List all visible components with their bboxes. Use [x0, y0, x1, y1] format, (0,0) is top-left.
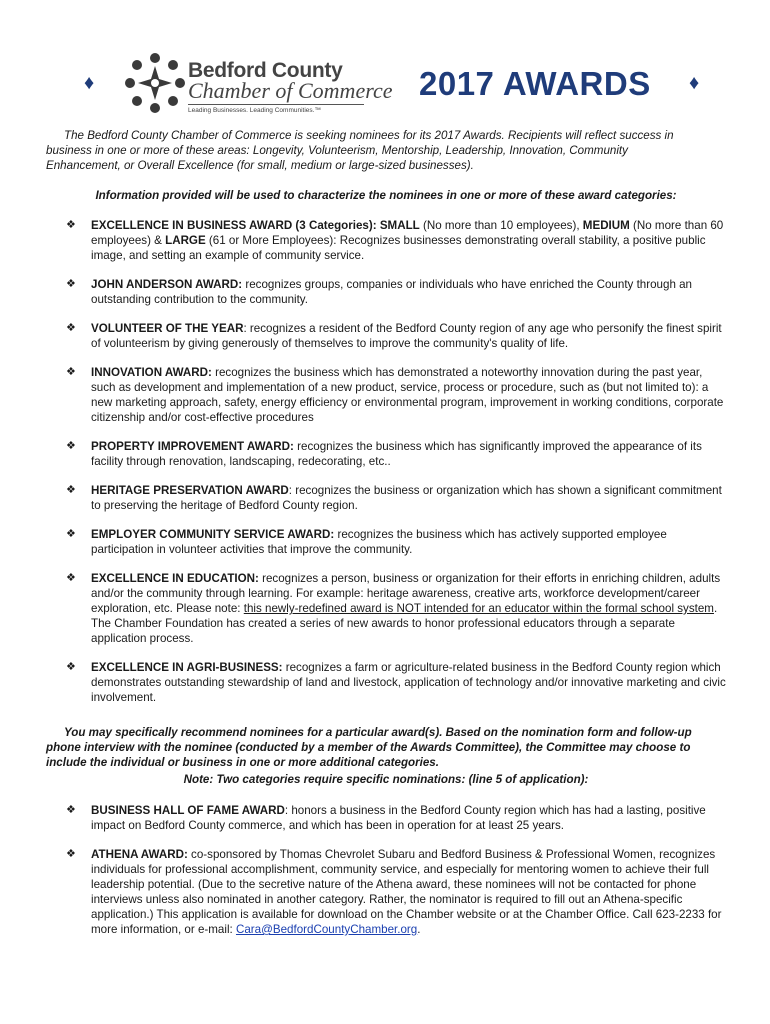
award-excellence-in-education: [66, 571, 726, 646]
award-property-improvement: [66, 439, 726, 469]
award-text: (No more than 60 employees) &: [91, 219, 724, 247]
logo-tagline: Leading Businesses. Leading Communities.™: [188, 107, 321, 114]
right-diamond-icon: ♦: [689, 72, 700, 94]
logo-subtitle: Chamber of Commerce: [188, 78, 393, 103]
award-text: recognizes groups, companies or individuals who have enriched the County through an outstanding contribution to the community.: [91, 278, 693, 306]
award-note-underlined: this newly-redefined award is NOT intended for an educator within the formal school system: [243, 602, 714, 615]
award-name: EXCELLENCE IN AGRI-BUSINESS:: [91, 661, 283, 674]
diamond-bullet-icon: ❖: [66, 440, 76, 452]
recommend-line: You may specifically recommend nominees for a particular award(s). Based on the nomination form and follow-up: [64, 726, 692, 739]
intro-line: Enhancement, or Overall Excellence (for small, medium or large-sized businesses).: [46, 159, 474, 172]
award-innovation: [66, 365, 726, 425]
award-name: JOHN ANDERSON AWARD:: [91, 278, 243, 291]
award-text: : honors a business in the Bedford County region which has had a lasting, positive impact on Bedford County commerce, and which has been in operation for at least 25 years.: [91, 804, 706, 832]
award-text: : recognizes a resident of the Bedford County region of any age who personify the finest spirit of volunteerism by giving generously of themselves to improve the community's quality of life.: [91, 322, 722, 350]
diamond-bullet-icon: ❖: [66, 484, 76, 496]
award-size-large: LARGE: [165, 234, 206, 247]
categories-heading: Information provided will be used to characterize the nominees in one or more of these award categories:: [95, 189, 677, 202]
chamber-logo: [124, 52, 393, 120]
award-name: EXCELLENCE IN EDUCATION:: [91, 572, 259, 585]
award-text: .: [417, 923, 421, 936]
diamond-bullet-icon: ❖: [66, 366, 76, 378]
intro-paragraph: [46, 128, 726, 173]
chamber-emblem-icon: [124, 52, 186, 114]
award-name: INNOVATION AWARD:: [91, 366, 212, 379]
award-size-medium: MEDIUM: [582, 219, 630, 232]
award-name: VOLUNTEER OF THE YEAR: [91, 322, 244, 335]
award-text: : recognizes the business or organization which has shown a significant commitment to preserving the heritage of Bedford County region.: [91, 484, 722, 512]
diamond-bullet-icon: ❖: [66, 528, 76, 540]
award-text: co-sponsored by Thomas Chevrolet Subaru and Bedford Business & Professional Women, recognizes individuals for professional accomplishment, community service, and especially for mentoring women to achieve their full leadership potential. (Due to the secretive nature of the Athena award, these nominees will not be contacted for phone interviews unless also nominated in another category. Rather, the nominator is required to fill out an Athena-specific application.) This application is available for download on the Chamber website or at the Chamber Office. Call 623-2233 for more information, or e-mail:: [91, 848, 722, 936]
award-excellence-in-agri-business: [66, 660, 726, 705]
award-text: recognizes the business which has demonstrated a noteworthy innovation during the past year, such as development and implementation of a new product, service, process or procedure, such as (but not limited to): a new marketing approach, safety, energy efficiency or environmental program, improvement in working conditions, corporate citizenship and/or cost-effective procedures: [91, 366, 724, 424]
left-diamond-icon: ♦: [84, 72, 95, 94]
award-text: (61 or More Employees): Recognizes businesses demonstrating overall stability, a positive public image, and setting an example of community service.: [91, 234, 706, 262]
diamond-bullet-icon: ❖: [66, 322, 76, 334]
award-business-hall-of-fame: [66, 803, 726, 833]
nomination-note: Note: Two categories require specific nominations: (line 5 of application):: [183, 773, 589, 786]
diamond-bullet-icon: ❖: [66, 278, 76, 290]
award-name: EMPLOYER COMMUNITY SERVICE AWARD:: [91, 528, 335, 541]
recommend-line: include the individual or business in one or more additional categories.: [46, 756, 439, 769]
diamond-bullet-icon: ❖: [66, 848, 76, 860]
award-text: recognizes the business which has actively supported employee participation in volunteer activities that improve the community.: [91, 528, 667, 556]
email-link[interactable]: Cara@BedfordCountyChamber.org: [235, 923, 418, 936]
award-text: (No more than 10 employees),: [419, 219, 583, 232]
diamond-bullet-icon: ❖: [66, 219, 76, 231]
special-awards-list: [66, 803, 726, 951]
diamond-bullet-icon: ❖: [66, 572, 76, 584]
award-categories-list: [66, 218, 726, 719]
award-john-anderson: [66, 277, 726, 307]
award-name: ATHENA AWARD:: [91, 848, 188, 861]
award-text: recognizes a farm or agriculture-related business in the Bedford County region which demonstrates outstanding stewardship of land and livestock, application of technology and/or innovative marketing and civic involvement.: [91, 661, 726, 704]
award-name: EXCELLENCE IN BUSINESS AWARD (3 Categories): SMALL: [91, 219, 420, 232]
diamond-bullet-icon: ❖: [66, 661, 76, 673]
intro-line: business in one or more of these areas: Longevity, Volunteerism, Mentorship, Leadership, Innovation, Community: [46, 144, 628, 157]
award-excellence-in-business: [66, 218, 726, 263]
award-name: HERITAGE PRESERVATION AWARD: [91, 484, 289, 497]
award-text: recognizes the business which has significantly improved the appearance of its facility through renovation, landscaping, redecorating, etc..: [91, 440, 702, 468]
recommend-line: phone interview with the nominee (conducted by a member of the Awards Committee), the Committee may choose to: [46, 741, 691, 754]
header: [0, 48, 770, 124]
intro-line: The Bedford County Chamber of Commerce is seeking nominees for its 2017 Awards. Recipients will reflect success in: [64, 129, 674, 142]
award-name: BUSINESS HALL OF FAME AWARD: [91, 804, 285, 817]
award-heritage-preservation: [66, 483, 726, 513]
award-text: . The Chamber Foundation has created a series of new awards to honor professional educators through a separate application process.: [91, 602, 718, 645]
award-employer-community-service: [66, 527, 726, 557]
logo-name: Bedford County: [188, 59, 343, 82]
award-athena: [66, 847, 726, 937]
award-text: recognizes a person, business or organization for their efforts in enriching children, adults and/or the community through learning. For example: heritage awareness, creative arts, workforce development/career exploration, etc. Please note:: [91, 572, 721, 615]
award-name: PROPERTY IMPROVEMENT AWARD:: [91, 440, 294, 453]
award-volunteer-of-the-year: [66, 321, 726, 351]
diamond-bullet-icon: ❖: [66, 804, 76, 816]
logo-divider: [188, 104, 364, 105]
recommend-paragraph: [46, 725, 726, 770]
page-title: 2017 AWARDS: [419, 65, 651, 102]
